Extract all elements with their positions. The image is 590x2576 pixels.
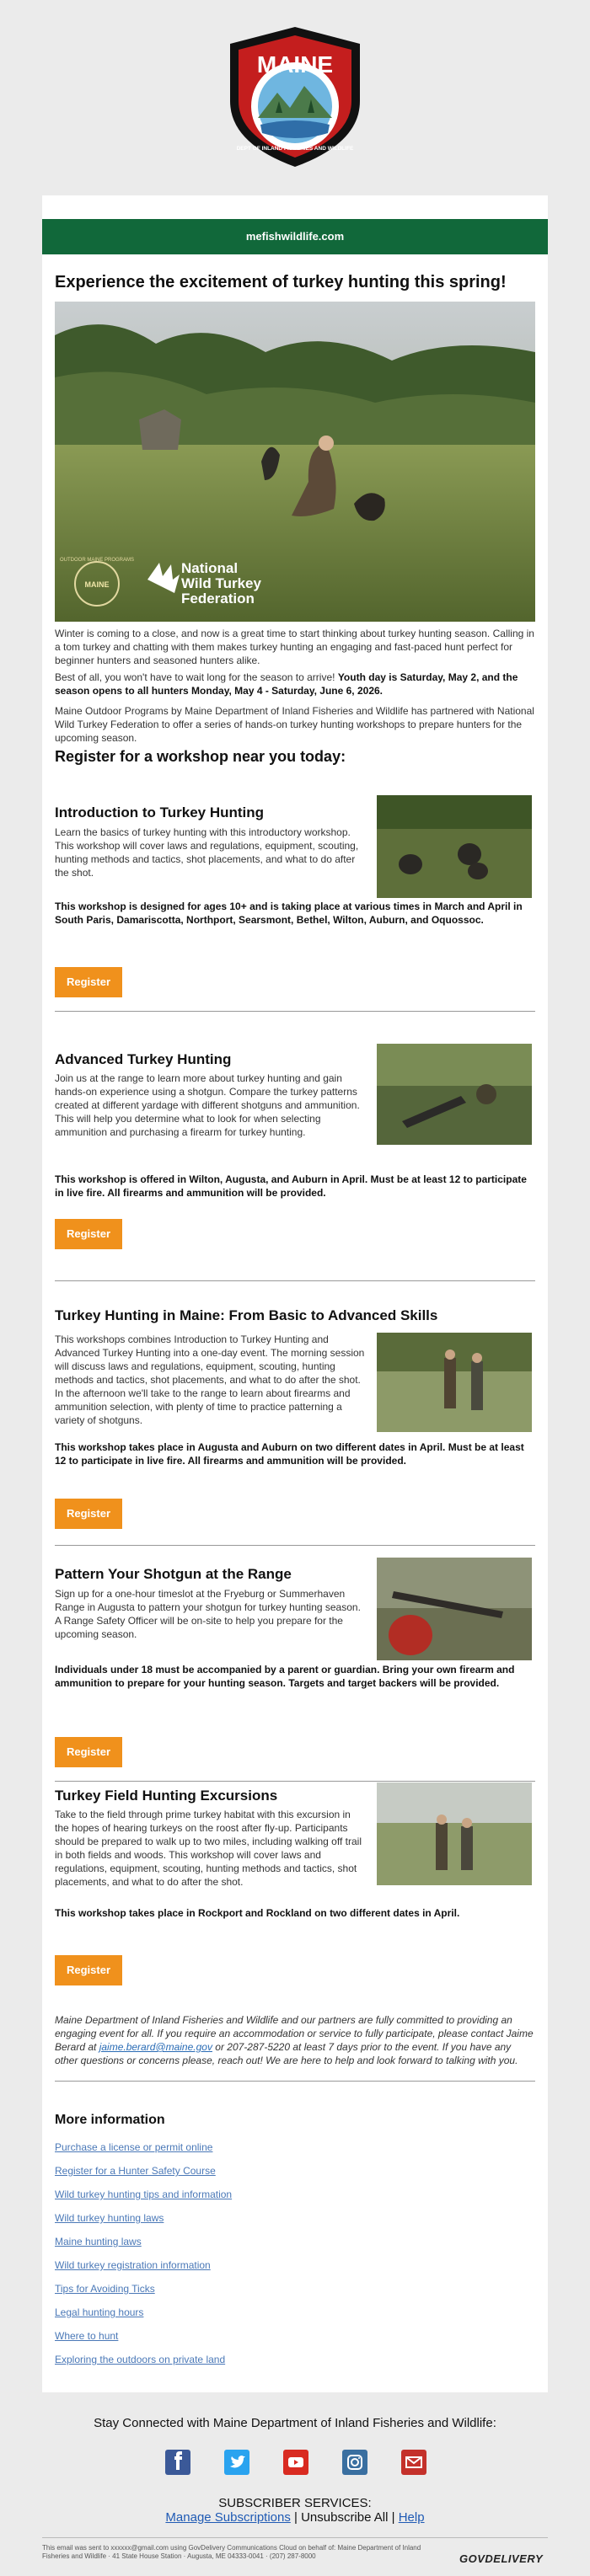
help-link[interactable]: Help xyxy=(398,2510,425,2525)
workshop-title: Turkey Field Hunting Excursions xyxy=(55,1788,278,1804)
hero-image xyxy=(55,302,535,622)
register-heading: Register for a workshop near you today: xyxy=(55,748,346,765)
youtube-icon[interactable] xyxy=(283,2450,308,2475)
workshop-image xyxy=(377,795,532,898)
divider xyxy=(55,2081,535,2082)
link-private-land[interactable]: Exploring the outdoors on private land xyxy=(55,2354,226,2365)
divider xyxy=(55,1011,535,1012)
logo-ring-text: DEPT OF INLAND FISHERIES AND WILDLIFE xyxy=(236,146,354,152)
unsubscribe-all-link[interactable]: Unsubscribe All xyxy=(301,2510,389,2525)
svg-text:National: National xyxy=(181,560,239,576)
workshop-image xyxy=(377,1333,532,1432)
workshop-title: Turkey Hunting in Maine: From Basic to Advanced Skills xyxy=(55,1307,438,1323)
header xyxy=(0,0,590,194)
link-avoiding-ticks[interactable]: Tips for Avoiding Ticks xyxy=(55,2283,155,2295)
register-button[interactable]: Register xyxy=(55,1737,122,1767)
workshop-details: Individuals under 18 must be accompanied by a parent or guardian. Bring your own firearm and ammunition to prepare for your hunting season. Targets and target backers will be provided. xyxy=(55,1664,515,1689)
accommodation-note: Maine Department of Inland Fisheries and Wildlife and our partners are fully committed to providing an engaging event for all. If you require an accommodation or service to fully participate, please contact Jaime Berard at jaime.berard@maine.gov or 207-287-5220 at least 7 days prior to the event. If you have any other questions or concerns please, reach out! We are here to help and look forward to talking with you. xyxy=(55,2014,534,2066)
stay-connected-text: Stay Connected with Maine Department of Inland Fisheries and Wildlife: xyxy=(94,2416,496,2430)
email-card xyxy=(42,195,548,2392)
register-button[interactable]: Register xyxy=(55,1499,122,1529)
site-banner[interactable] xyxy=(42,219,548,254)
link-maine-hunting-laws[interactable]: Maine hunting laws xyxy=(55,2236,142,2247)
svg-text:Wild Turkey: Wild Turkey xyxy=(181,575,261,591)
subscriber-services-title: SUBSCRIBER SERVICES: xyxy=(218,2496,372,2510)
email-icon[interactable] xyxy=(401,2450,426,2475)
link-hunter-safety[interactable]: Register for a Hunter Safety Course xyxy=(55,2165,216,2177)
workshop-title: Pattern Your Shotgun at the Range xyxy=(55,1566,292,1582)
more-information-heading: More information xyxy=(55,2113,165,2127)
logo-maine-text: MAINE xyxy=(256,51,334,77)
govdelivery-logo[interactable]: GOVDELIVERY xyxy=(459,2552,544,2565)
manage-subscriptions-link[interactable]: Manage Subscriptions xyxy=(165,2510,291,2525)
workshop-description: Join us at the range to learn more about turkey hunting and gain hands-on experience using a shotgun. Compare the turkey patterns created at different yardage with different shotguns and ammunition. This will help you determine what to look for when selecting ammunition and purchasing a firearm for turkey hunting. xyxy=(55,1072,360,1138)
workshop-description: This workshops combines Introduction to Turkey Hunting and Advanced Turkey Hunting into a one-day event. The morning session will discuss laws and regulations, equipment, scouting, hunting methods and tactics, shot placements, and what to do after the shot. In the afternoon we'll take to the range to learn about firearms and ammunition selection, with plenty of time to practice patterning a variety of shotguns. xyxy=(55,1333,365,1426)
register-button[interactable]: Register xyxy=(55,1955,122,1985)
workshop-image xyxy=(377,1782,532,1885)
workshop-title: Introduction to Turkey Hunting xyxy=(55,804,265,820)
workshop-image xyxy=(377,1558,532,1660)
page-title: Experience the excitement of turkey hunting this spring! xyxy=(55,273,507,291)
divider xyxy=(55,1781,535,1782)
workshop-details: This workshop takes place in Rockport and Rockland on two different dates in April. xyxy=(55,1907,460,1919)
intro-paragraph-1: Winter is coming to a close, and now is a great time to start thinking about turkey hunting season. Calling in a tom turkey and chatting with them makes turkey hunting an engaging and fast-paced hunt perfect for beginner hunters and seasoned hunters alike. xyxy=(55,628,534,666)
link-turkey-registration[interactable]: Wild turkey registration information xyxy=(55,2259,211,2271)
link-legal-hours[interactable]: Legal hunting hours xyxy=(55,2306,144,2318)
workshop-description: Take to the field through prime turkey habitat with this excursion in the hopes of hearing turkeys on the roost after fly-up. Participants should be prepared to walk up to two miles, including walking off trail in both fields and woods. This workshop will cover laws and regulations, equipment, scouting, hunting methods and tactics, shot placements, and what to do after the shot. xyxy=(55,1809,362,1888)
fine-print: This email was sent to xxxxxx@gmail.com using GovDelivery Communications Cloud on behalf of: Maine Department of Inland Fisheries and Wildlife · 41 State House Station · Augusta, ME 04333-0041 · (207) 287-8000 xyxy=(42,2544,421,2560)
workshop-details: This workshop is offered in Wilton, Augusta, and Auburn in April. Must be at least 12 to participate in live fire. All firearms and ammunition will be provided. xyxy=(55,1173,527,1199)
intro-paragraph-2: Best of all, you won't have to wait long for the season to arrive! Youth day is Saturday, May 2, and the season opens to all hunters Monday, May 4 - Saturday, June 6, 2026. xyxy=(55,671,518,697)
site-url-link[interactable]: mefishwildlife.com xyxy=(245,230,345,243)
workshop-title: Advanced Turkey Hunting xyxy=(55,1051,232,1067)
divider xyxy=(42,2537,548,2538)
link-turkey-laws[interactable]: Wild turkey hunting laws xyxy=(55,2212,164,2224)
twitter-icon[interactable] xyxy=(224,2450,249,2475)
contact-email-link[interactable]: jaime.berard@maine.gov xyxy=(99,2041,212,2053)
link-where-to-hunt[interactable]: Where to hunt xyxy=(55,2330,119,2342)
instagram-icon[interactable] xyxy=(342,2450,367,2475)
subscriber-links: Manage Subscriptions | Unsubscribe All | Help xyxy=(165,2510,425,2525)
register-button[interactable]: Register xyxy=(55,967,122,997)
link-purchase-license[interactable]: Purchase a license or permit online xyxy=(55,2141,213,2153)
link-turkey-tips[interactable]: Wild turkey hunting tips and information xyxy=(55,2189,233,2200)
workshop-description: Learn the basics of turkey hunting with this introductory workshop. This workshop will cover laws and regulations, equipment, scouting, hunting methods and tactics, shot placements, and what to do after the shot. xyxy=(55,826,359,879)
workshop-description: Sign up for a one-hour timeslot at the Fryeburg or Summerhaven Range in Augusta to pattern your shotgun for turkey hunting season. A Range Safety Officer will be on-site to help you prepare for the upcoming season. xyxy=(55,1588,361,1640)
divider xyxy=(55,1280,535,1281)
maine-ifw-shield-logo xyxy=(227,25,363,168)
workshop-image xyxy=(377,1044,532,1145)
workshop-details: This workshop takes place in Augusta and Auburn on two different dates in April. Must be at least 12 to participate in live fire. All firearms and ammunition will be provided. xyxy=(55,1441,524,1467)
divider xyxy=(55,1545,535,1546)
intro-paragraph-3: Maine Outdoor Programs by Maine Department of Inland Fisheries and Wildlife has partnered with National Wild Turkey Federation to offer a series of hands-on turkey hunting workshops to prepare hunters for the upcoming season. xyxy=(55,705,534,744)
workshop-details: This workshop is designed for ages 10+ and is taking place at various times in March and April in South Paris, Damariscotta, Northport, Searsmont, Bethel, Wilton, Auburn, and Oquossoc. xyxy=(55,901,523,926)
outdoor-maine-logo-text: OUTDOOR MAINE PROGRAMS xyxy=(59,558,135,563)
svg-text:Federation: Federation xyxy=(181,591,255,607)
facebook-icon[interactable] xyxy=(165,2450,190,2475)
svg-text:MAINE: MAINE xyxy=(84,580,110,589)
register-button[interactable]: Register xyxy=(55,1219,122,1249)
